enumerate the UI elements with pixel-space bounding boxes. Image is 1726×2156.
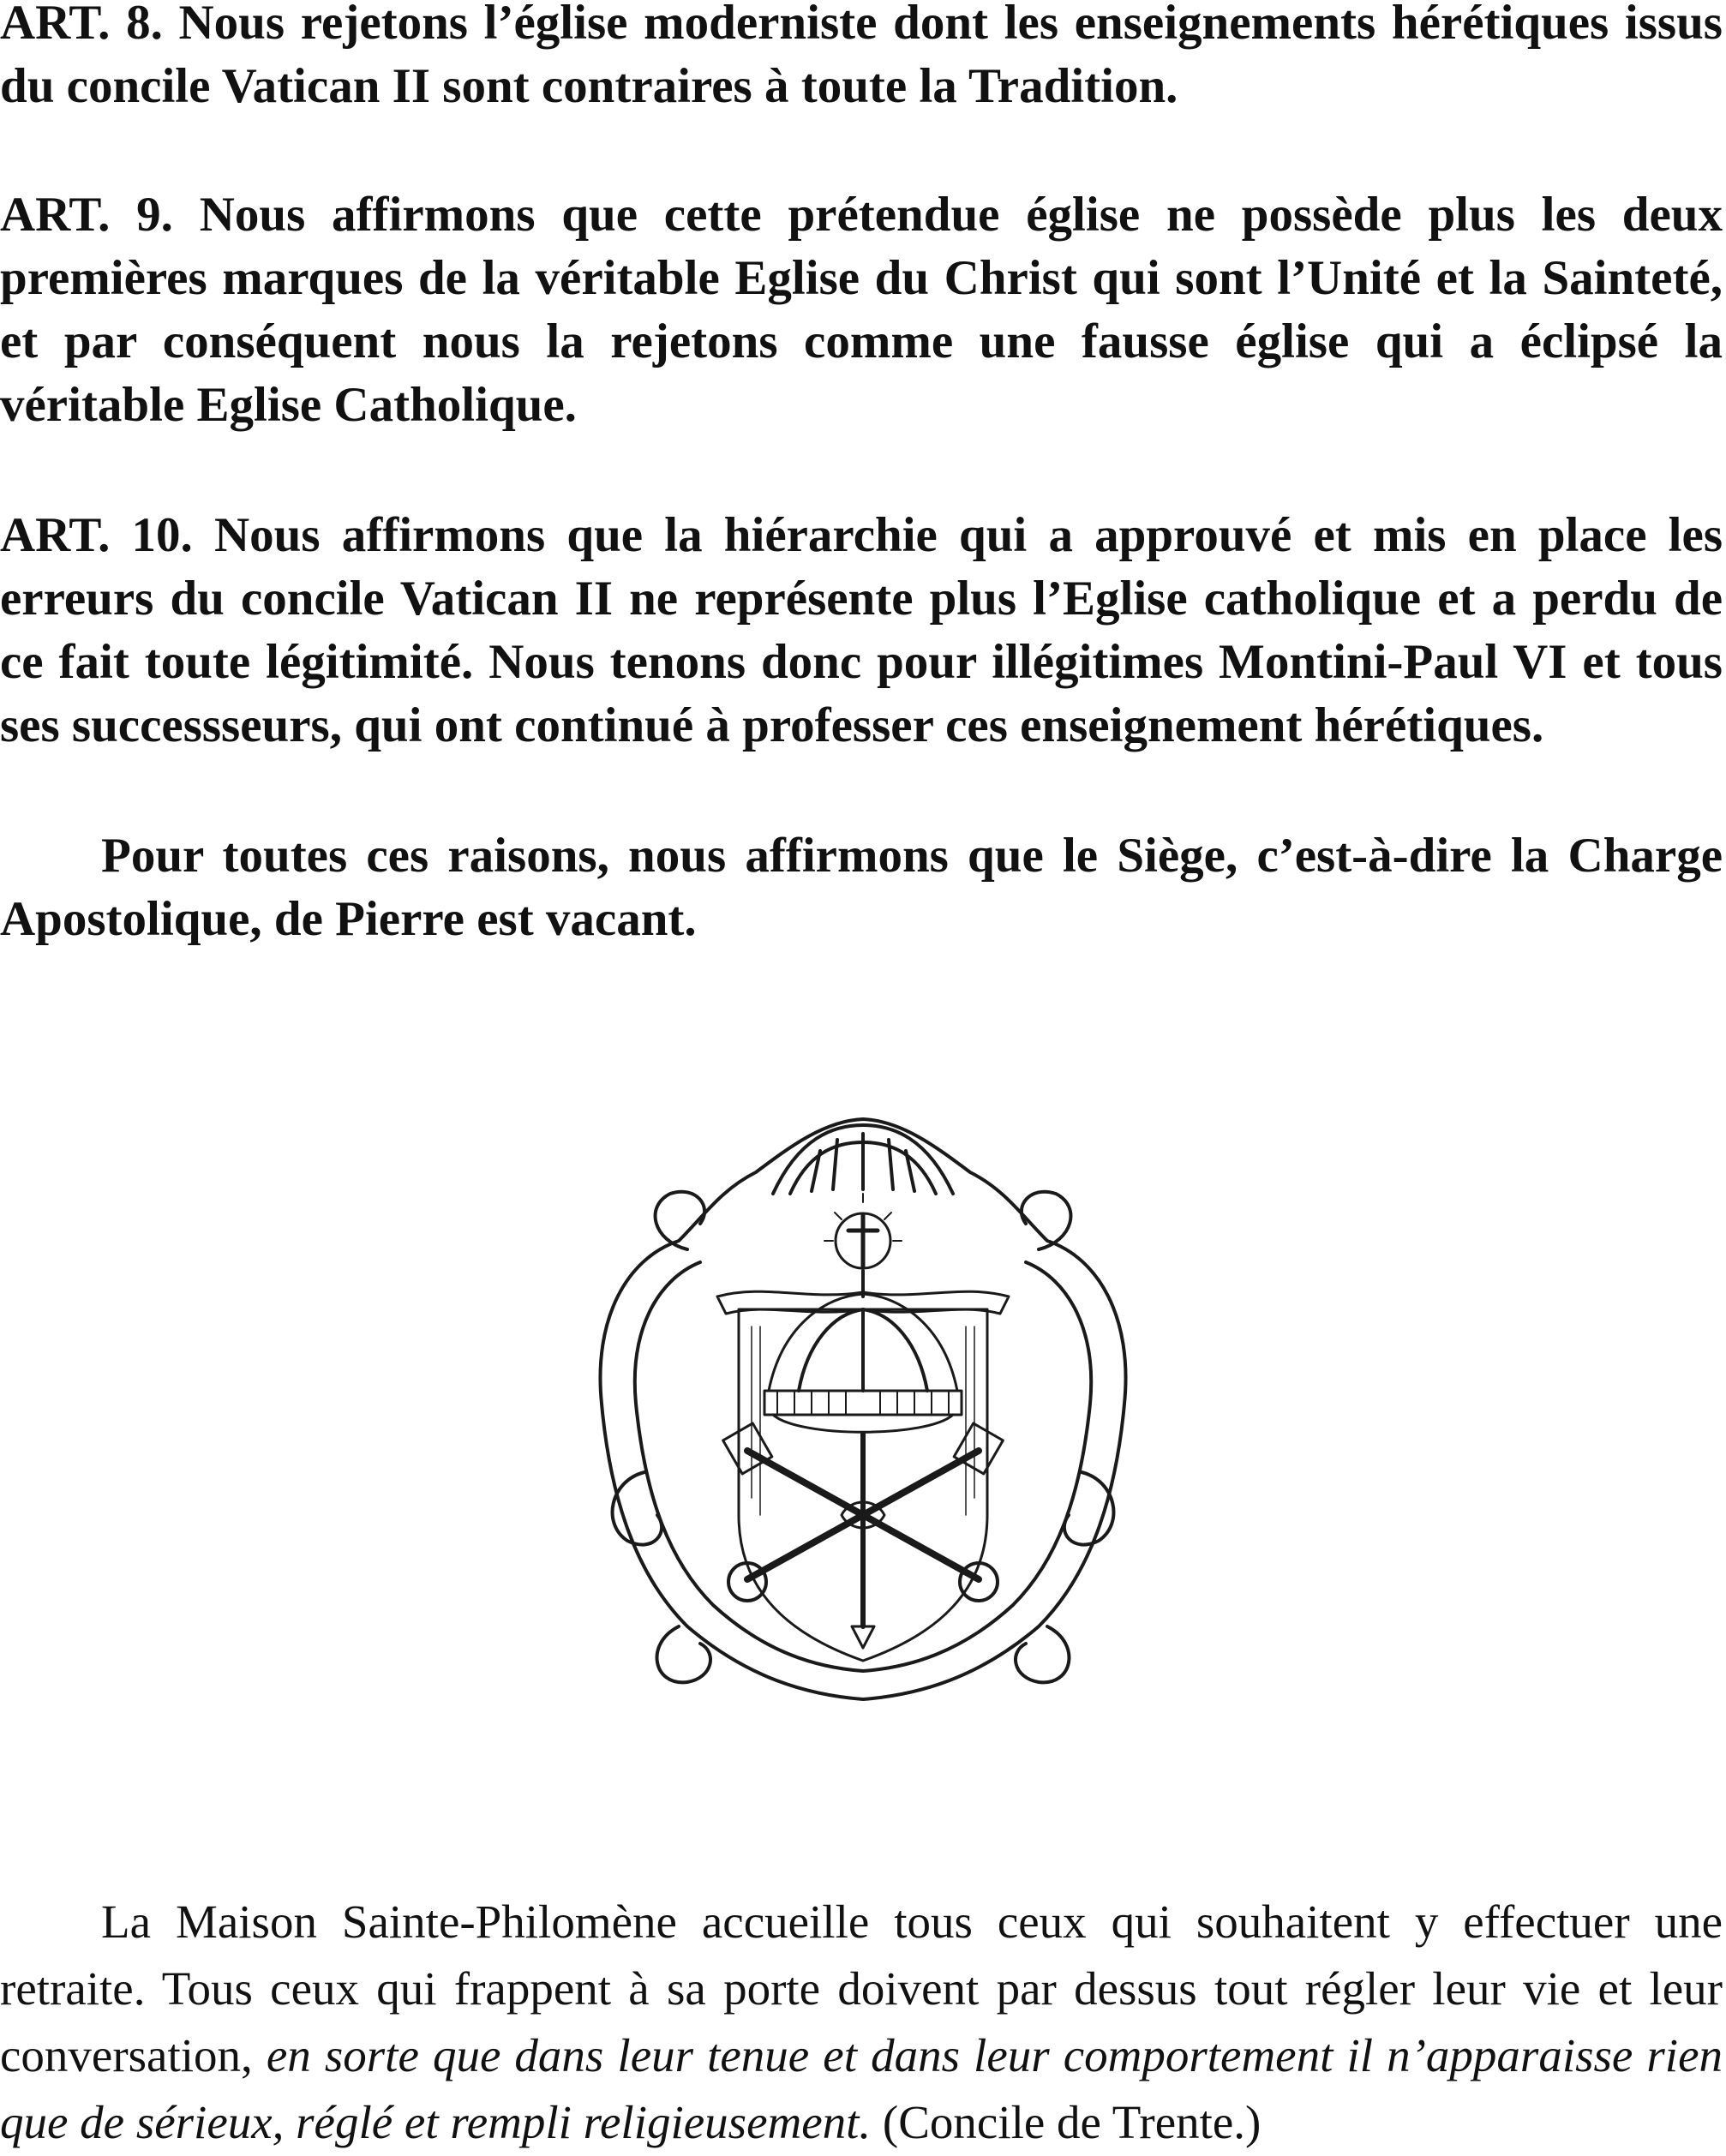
papal-emblem-icon xyxy=(576,1112,1150,1704)
notice-intro: La Maison Sainte-Philomène accueille tous ceux qui souhaitent y effectuer une retraite. Tous ceux qui frappent à sa porte doivent par dessus tout régler leur vie et leur conversation, xyxy=(0,1895,1723,2081)
notice-source: (Concile de Trente.) xyxy=(882,2096,1262,2148)
article-9: ART. 9. Nous affirmons que cette prétendue église ne possède plus les deux premières marques de la véritable Eglise du Christ qui sont l’Unité et la Sainteté, et par conséquent nous la rejetons comme une fausse église qui a éclipsé la véritable Eglise Catholique. xyxy=(0,188,1723,432)
notice-paragraph xyxy=(0,1889,1723,2156)
notice-quote: en sorte que dans leur tenue et dans leur comportement il n’apparaisse rien que de sérieux, réglé et rempli religieusement. xyxy=(0,2029,1723,2148)
article-8: ART. 8. Nous rejetons l’église moderniste dont les enseignements hérétiques issus du concile Vatican II sont contraires à toute la Tradition. xyxy=(0,0,1723,113)
conclusion-paragraph: Pour toutes ces raisons, nous affirmons que le Siège, c’est-à-dire la Charge Apostolique, de Pierre est vacant. xyxy=(0,829,1723,946)
article-10: ART. 10. Nous affirmons que la hiérarchie qui a approuvé et mis en place les erreurs du concile Vatican II ne représente plus l’Eglise catholique et a perdu de ce fait toute légitimité. Nous tenons donc pour illégitimes Montini-Paul VI et tous ses successseurs, qui ont continué à professer ces enseignement hérétiques. xyxy=(0,508,1723,752)
